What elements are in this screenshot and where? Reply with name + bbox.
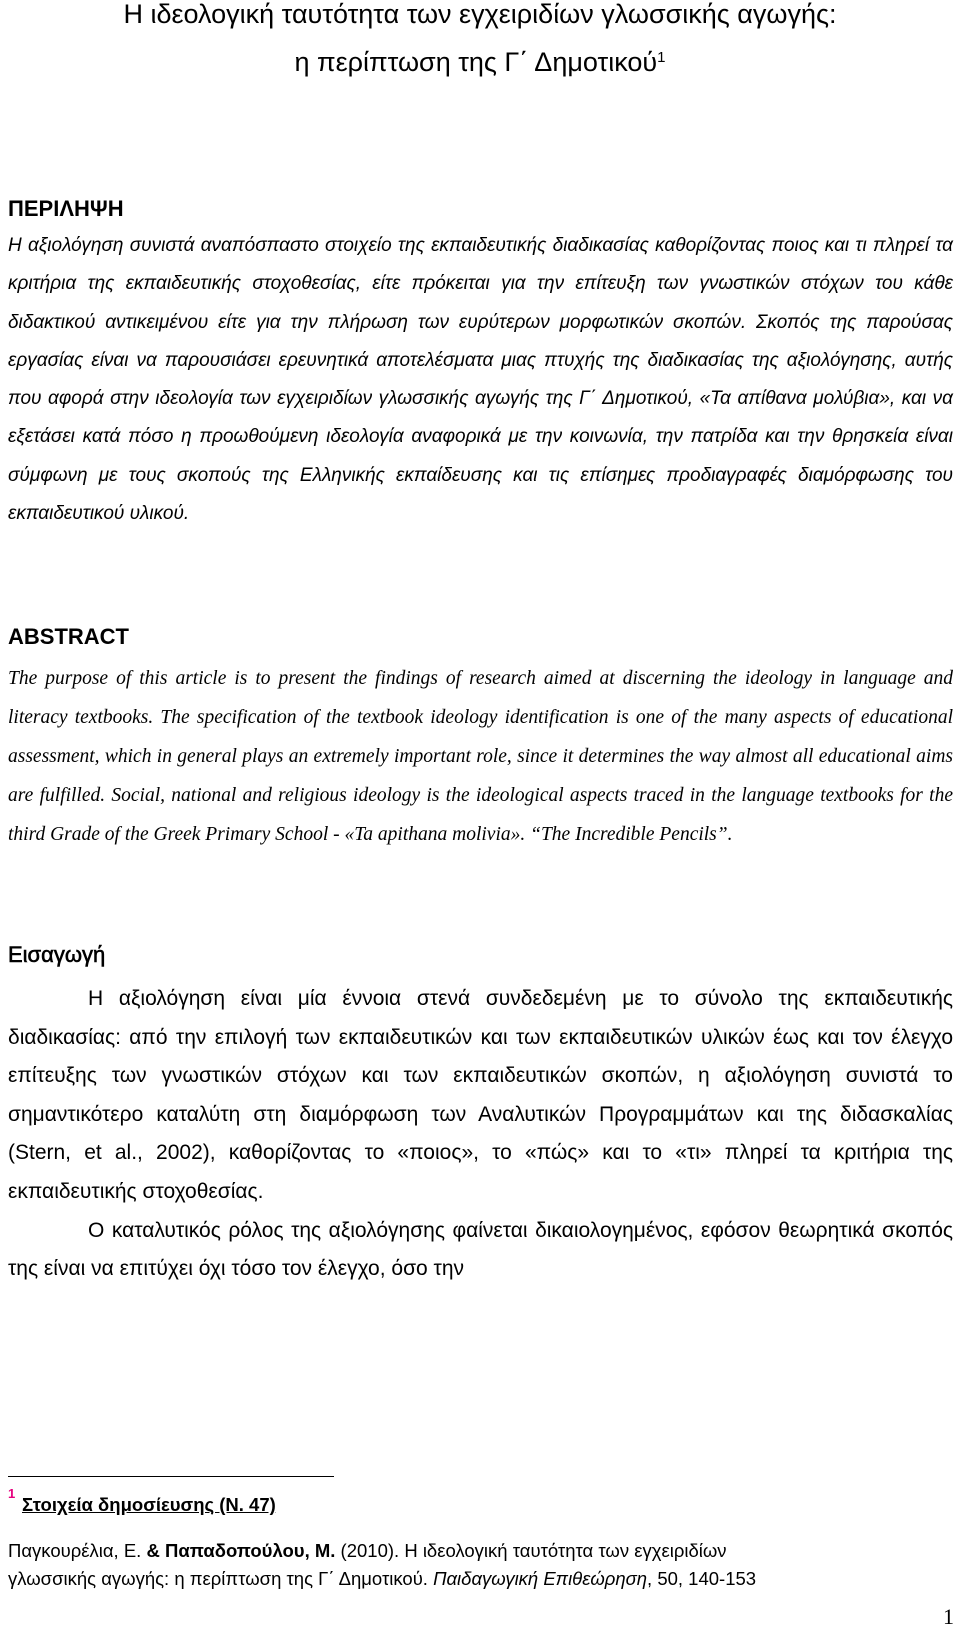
citation-journal: Παιδαγωγική Επιθεώρηση: [433, 1568, 648, 1589]
abstract-heading: ABSTRACT: [8, 624, 129, 649]
abstract-body: [8, 659, 953, 854]
citation-title-start: (2010). Η ιδεολογική ταυτότητα των εγχειριδίων: [335, 1540, 727, 1561]
abstract-paragraph: The purpose of this article is to present the findings of research aimed at discerning the ideology in language and literacy textbooks. The specification of the textbook ideology identification is one of the many aspects of educational assessment, which in general plays an extremely important role, since it determines the way almost all educational aims are fulfilled. Social, national and religious ideology is the ideological aspects traced in the language textbooks for the third Grade of the Greek Primary School - «Ta apithana molivia». “The Incredible Pencils”.: [8, 668, 953, 845]
introduction-heading: Εισαγωγή: [8, 942, 106, 967]
summary-paragraph: Η αξιολόγηση συνιστά αναπόσπαστο στοιχείο της εκπαιδευτικής διαδικασίας καθορίζοντας ποιος και τι πληρεί τα κριτήρια της εκπαιδευτικής στοχοθεσίας, είτε πρόκειται για την επίτευξη των γνωστικών στόχων του κάθε διδακτικού αντικειμένου είτε για την πλήρωση των ευρύτερων μορφωτικών σκοπών. Σκοπός της παρούσας εργασίας είναι να παρουσιάσει ερευνητικά αποτελέσματα μιας πτυχής της διαδικασίας της αξιολόγησης, αυτής που αφορά στην ιδεολογία των εγχειριδίων γλωσσικής αγωγής της Γ΄ Δημοτικού, «Τα απίθανα μολύβια», και να εξετάσει κατά πόσο η προωθούμενη ιδεολογία αναφορικά με την κοινωνία, την πατρίδα και την θρησκεία είναι σύμφωνη με τους σκοπούς της Ελληνικής εκπαίδευσης και τις επίσημες προδιαγραφές διαμόρφωσης του εκπαιδευτικού υλικού.: [8, 235, 953, 525]
citation-author-2: & Παπαδοπούλου, Μ.: [146, 1540, 336, 1561]
citation-author-1: Παγκουρέλια, Ε.: [8, 1540, 147, 1561]
citation-title-end: γλωσσικής αγωγής: η περίπτωση της Γ΄ Δημοτικού.: [8, 1568, 434, 1589]
article-title-line-2-text: η περίπτωση της Γ΄ Δημοτικού: [294, 47, 658, 77]
summary-body: [8, 227, 953, 533]
introduction-paragraph-2: Ο καταλυτικός ρόλος της αξιολόγησης φαίνεται δικαιολογημένος, εφόσον θεωρητικά σκοπός της είναι να επιτύχει όχι τόσο τον έλεγχο, όσο την: [8, 1218, 953, 1281]
footnote-citation-line-2: [8, 1565, 953, 1593]
page-number: 1: [943, 1604, 954, 1629]
footnote-label: Στοιχεία δημοσίευσης (Ν. 47): [22, 1494, 276, 1515]
summary-heading: ΠΕΡΙΛΗΨΗ: [8, 196, 124, 221]
footnote-marker: 1: [8, 1486, 16, 1501]
citation-volume-pages: , 50, 140-153: [647, 1568, 757, 1589]
footnote-citation-line-1: [8, 1537, 953, 1565]
footnote-separator: [8, 1476, 334, 1477]
article-title-line-2: [0, 42, 960, 82]
footnote-citation: [8, 1537, 953, 1593]
article-title-line-1: Η ιδεολογική ταυτότητα των εγχειριδίων γλωσσικής αγωγής:: [123, 0, 837, 29]
introduction-body: [8, 980, 953, 1289]
title-footnote-ref: 1: [657, 49, 666, 66]
introduction-paragraph-1: Η αξιολόγηση είναι μία έννοια στενά συνδεδεμένη με το σύνολο της εκπαιδευτικής διαδικασίας: από την επιλογή των εκπαιδευτικών και των εκπαιδευτικών υλικών έως και τον έλεγχο επίτευξης των γνωστικών στόχων και των εκπαιδευτικών σκοπών, η αξιολόγηση συνιστά το σημαντικότερο καταλύτη στη διαμόρφωση των Αναλυτικών Προγραμμάτων και της διδασκαλίας (Stern, et al., 2002), καθορίζοντας το «ποιος», το «πώς» και το «τι» πληρεί τα κριτήρια της εκπαιδευτικής στοχοθεσίας.: [8, 987, 953, 1203]
